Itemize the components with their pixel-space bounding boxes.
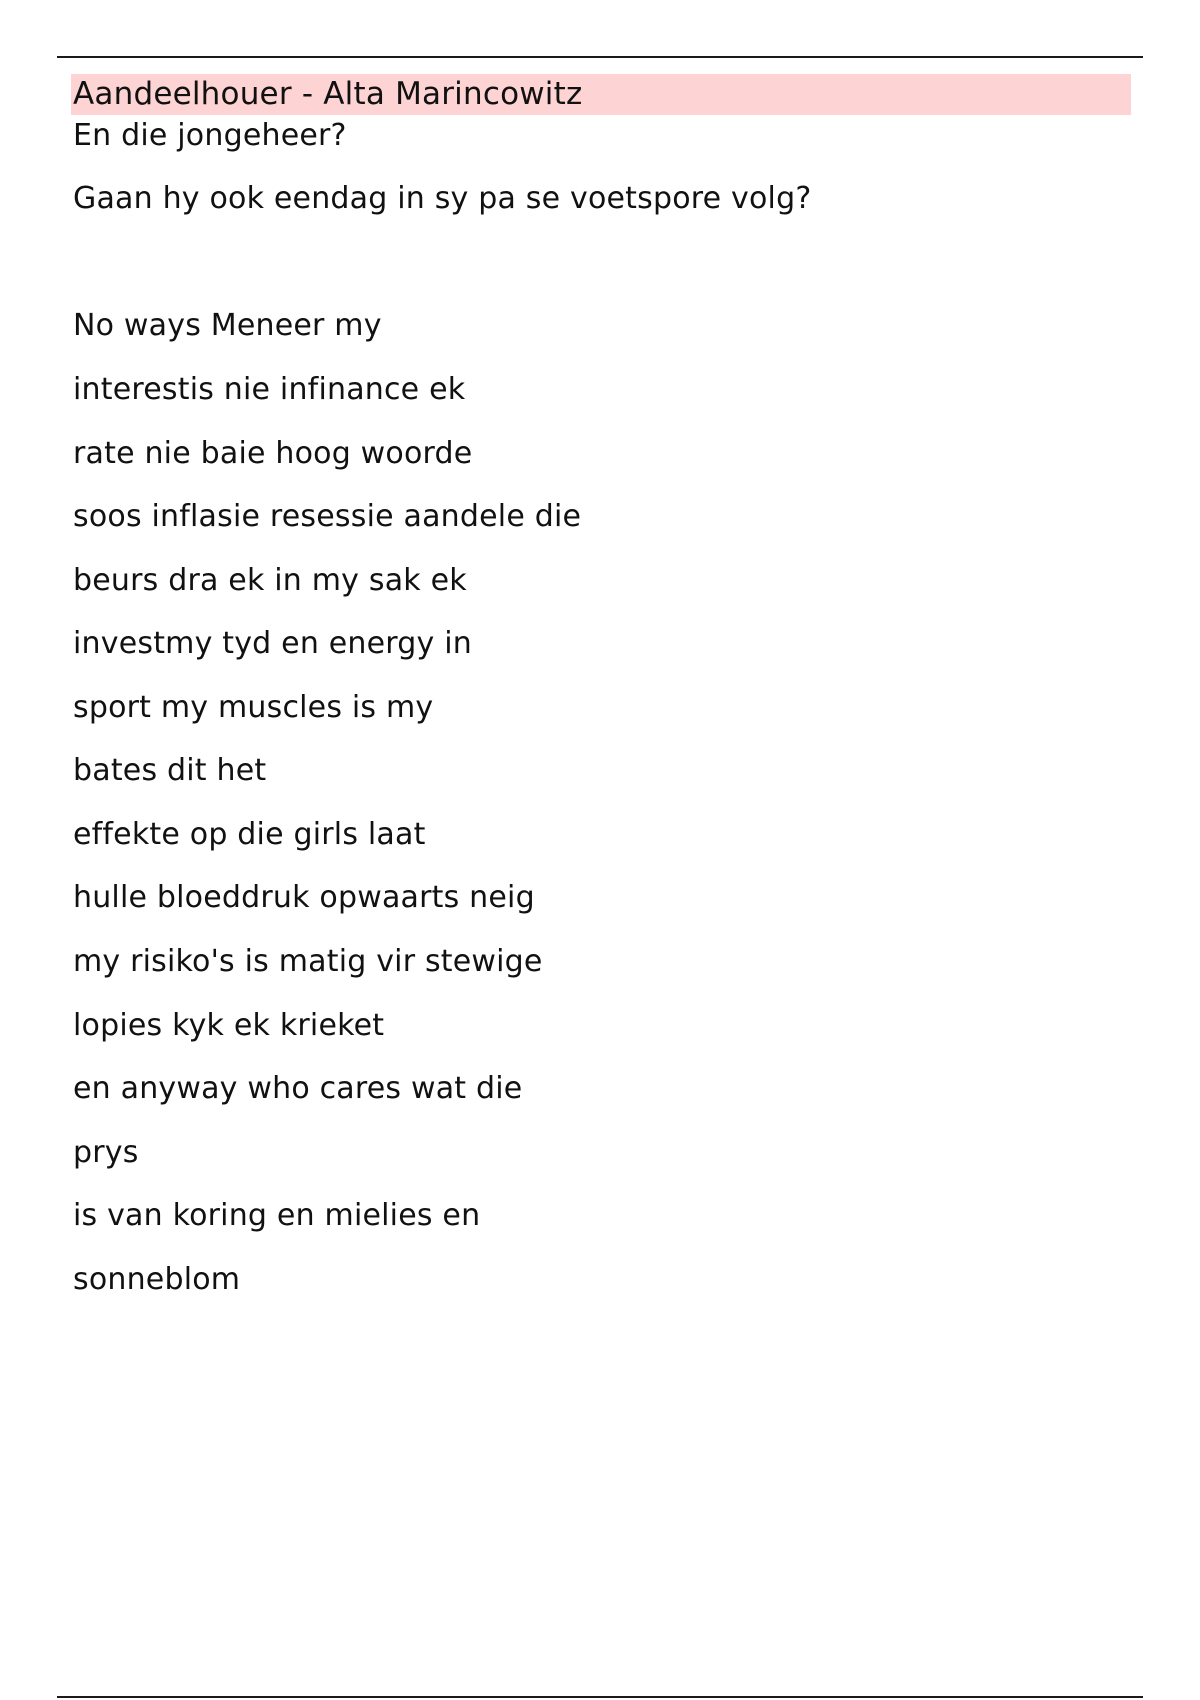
poem-line: hulle bloeddruk opwaarts neig [73, 880, 535, 915]
document-title: Aandeelhouer - Alta Marincowitz [73, 76, 583, 112]
poem-line: is van koring en mielies en [73, 1198, 481, 1233]
poem-line: bates dit het [73, 753, 267, 788]
poem-line: No ways Meneer my [73, 308, 382, 343]
poem-line: interestis nie infinance ek [73, 372, 466, 407]
poem-line: effekte op die girls laat [73, 817, 426, 852]
intro-line: En die jongeheer? [73, 118, 347, 153]
poem-line: sport my muscles is my [73, 690, 434, 725]
poem-line: my risiko's is matig vir stewige [73, 944, 543, 979]
poem-line: rate nie baie hoog woorde [73, 436, 473, 471]
poem-line: investmy tyd en energy in [73, 626, 472, 661]
poem-line: prys [73, 1135, 139, 1170]
poem-line: beurs dra ek in my sak ek [73, 563, 467, 598]
poem-line: sonneblom [73, 1262, 241, 1297]
intro-line: Gaan hy ook eendag in sy pa se voetspore volg? [73, 181, 812, 216]
poem-line: lopies kyk ek krieket [73, 1008, 385, 1043]
bottom-rule [57, 1696, 1143, 1698]
poem-line: en anyway who cares wat die [73, 1071, 523, 1106]
top-rule [57, 56, 1143, 58]
poem-line: soos inflasie resessie aandele die [73, 499, 582, 534]
